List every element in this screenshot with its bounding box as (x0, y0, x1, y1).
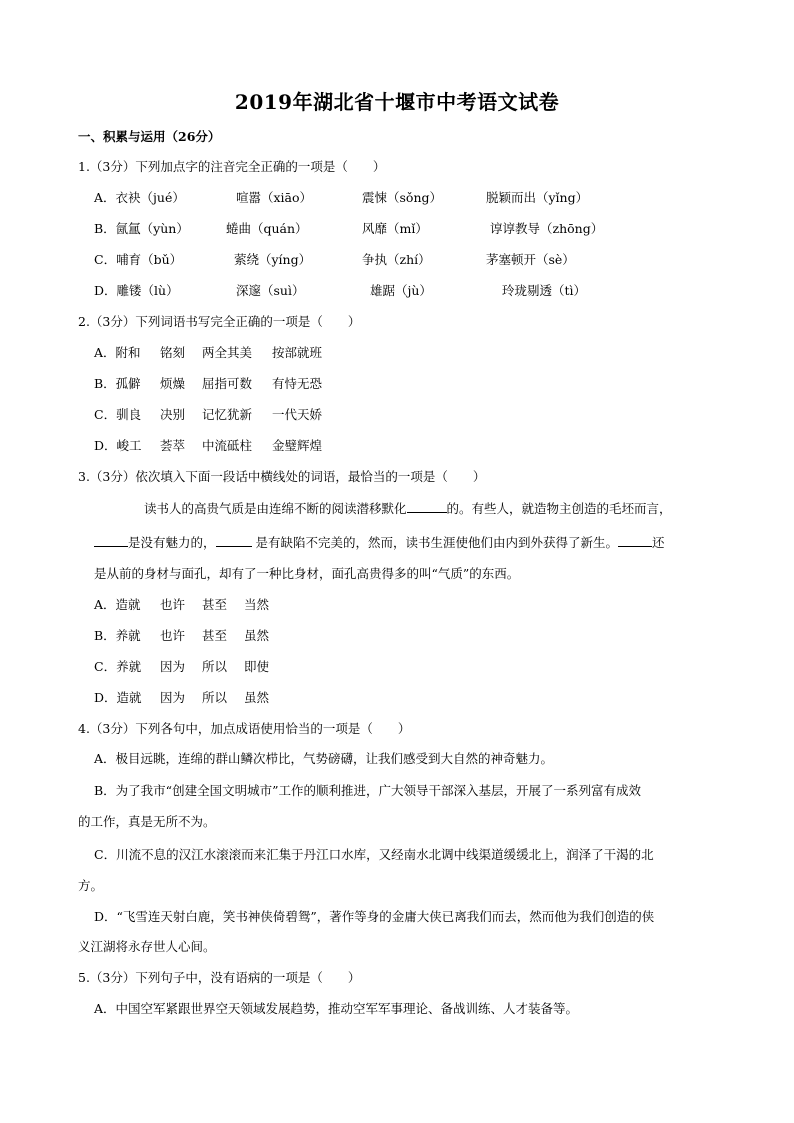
option-item: 烦燥 (160, 376, 186, 391)
question-5-option-a[interactable]: A．中国空军紧跟世界空天领域发展趋势，推动空军军事理论、备战训练、人才装备等。 (94, 1001, 579, 1016)
option-item: 玲珑剔透（tì） (502, 283, 587, 298)
passage-line-2 (94, 534, 665, 552)
question-3-stem: 3.（3分）依次填入下面一段话中横线处的词语，最恰当的一项是（ ） (78, 469, 486, 484)
option-item: B．氤氲（yùn） (94, 221, 189, 236)
option-item: 有恃无恐 (272, 376, 323, 391)
option-item: A．造就 (94, 597, 141, 612)
option-item: 按部就班 (272, 345, 323, 360)
option-item: 所以 (202, 659, 228, 674)
option-item: 铭刻 (160, 345, 186, 360)
option-item: 中流砥柱 (202, 438, 253, 453)
page-title: 2019年湖北省十堰市中考语文试卷 (234, 90, 560, 114)
option-item: 蜷曲（quán） (226, 221, 308, 236)
option-item: 甚至 (202, 597, 228, 612)
option-item: 震悚（sǒng） (362, 190, 442, 205)
question-4-option-b-cont: 的工作，真是无所不为。 (78, 814, 216, 829)
passage-line-3: 是从前的身材与面孔，却有了一种比身材，面孔高贵得多的叫“气质”的东西。 (94, 566, 520, 581)
question-4-option-c-cont: 方。 (78, 878, 104, 893)
passage-text: 还 (652, 535, 665, 550)
option-item: 决别 (160, 407, 186, 422)
option-item: 也许 (160, 597, 186, 612)
passage-text: 的。有些人，就造物主创造的毛坯而言， (446, 501, 672, 516)
passage-text: 是没有魅力的， (128, 535, 216, 550)
option-item: C．养就 (94, 659, 142, 674)
question-5-stem: 5.（3分）下列句子中，没有语病的一项是（ ） (78, 970, 361, 985)
passage-line-1 (144, 500, 672, 518)
question-4-option-a[interactable]: A．极目远眺，连绵的群山鳞次栉比，气势磅礴，让我们感受到大自然的神奇魅力。 (94, 751, 554, 766)
option-item: 雄踞（jù） (370, 283, 432, 298)
option-item: D．造就 (94, 690, 142, 705)
option-item: 一代天娇 (272, 407, 323, 422)
question-4-option-d[interactable]: D．“飞雪连天射白鹿，笑书神侠倚碧鸳”，著作等身的金庸大侠已离我们而去，然而他为我们创造的侠 (94, 909, 655, 924)
question-4-option-b[interactable]: B．为了我市“创建全国文明城市”工作的顺利推进，广大领导干部深入基层，开展了一系列富有成效 (94, 783, 641, 798)
option-item: A．衣袂（jué） (94, 190, 185, 205)
option-item: 喧嚣（xiāo） (236, 190, 313, 205)
option-item: 所以 (202, 690, 228, 705)
fill-blank[interactable] (216, 534, 252, 547)
option-item: D．峻工 (94, 438, 142, 453)
option-item: 当然 (244, 597, 270, 612)
section-heading: 一、积累与运用（26分） (78, 129, 221, 144)
option-item: 金璧辉煌 (272, 438, 323, 453)
option-item: 风靡（mǐ） (362, 221, 428, 236)
option-item: 记忆犹新 (202, 407, 253, 422)
option-item: 茅塞顿开（sè） (486, 252, 575, 267)
question-4-stem: 4.（3分）下列各句中，加点成语使用恰当的一项是（ ） (78, 721, 411, 736)
question-2-stem: 2.（3分）下列词语书写完全正确的一项是（ ） (78, 314, 361, 329)
question-1-stem: 1.（3分）下列加点字的注音完全正确的一项是（ ） (78, 159, 386, 174)
option-item: B．孤僻 (94, 376, 141, 391)
fill-blank[interactable] (407, 500, 447, 513)
option-item: 谆谆教导（zhōng） (490, 221, 604, 236)
question-4-option-c[interactable]: C．川流不息的汉江水滚滚而来汇集于丹江口水库，又经南水北调中线渠道缓缓北上，润泽了干渴的北 (94, 847, 654, 862)
fill-blank[interactable] (94, 534, 128, 547)
question-4-option-d-cont: 义江湖将永存世人心间。 (78, 939, 216, 954)
option-item: 屈指可数 (202, 376, 253, 391)
option-item: C．哺育（bǔ） (94, 252, 183, 267)
option-item: 荟萃 (160, 438, 186, 453)
option-item: B．养就 (94, 628, 141, 643)
option-item: 深邃（suì） (236, 283, 305, 298)
option-item: 萦绕（yíng） (234, 252, 312, 267)
option-item: C．驯良 (94, 407, 142, 422)
option-item: 争执（zhí） (362, 252, 431, 267)
fill-blank[interactable] (618, 534, 652, 547)
option-item: 即使 (244, 659, 270, 674)
option-item: 也许 (160, 628, 186, 643)
option-item: 脱颖而出（yǐng） (486, 190, 589, 205)
option-item: 虽然 (244, 628, 270, 643)
option-item: 虽然 (244, 690, 270, 705)
option-item: 因为 (160, 690, 186, 705)
option-item: 甚至 (202, 628, 228, 643)
passage-text: 是有缺陷不完美的，然而，读书生涯使他们由内到外获得了新生。 (255, 535, 619, 550)
option-item: A．附和 (94, 345, 141, 360)
option-item: 两全其美 (202, 345, 253, 360)
option-item: 因为 (160, 659, 186, 674)
option-item: D．雕镂（lù） (94, 283, 179, 298)
passage-text: 读书人的高贵气质是由连绵不断的阅读潜移默化 (144, 501, 407, 516)
